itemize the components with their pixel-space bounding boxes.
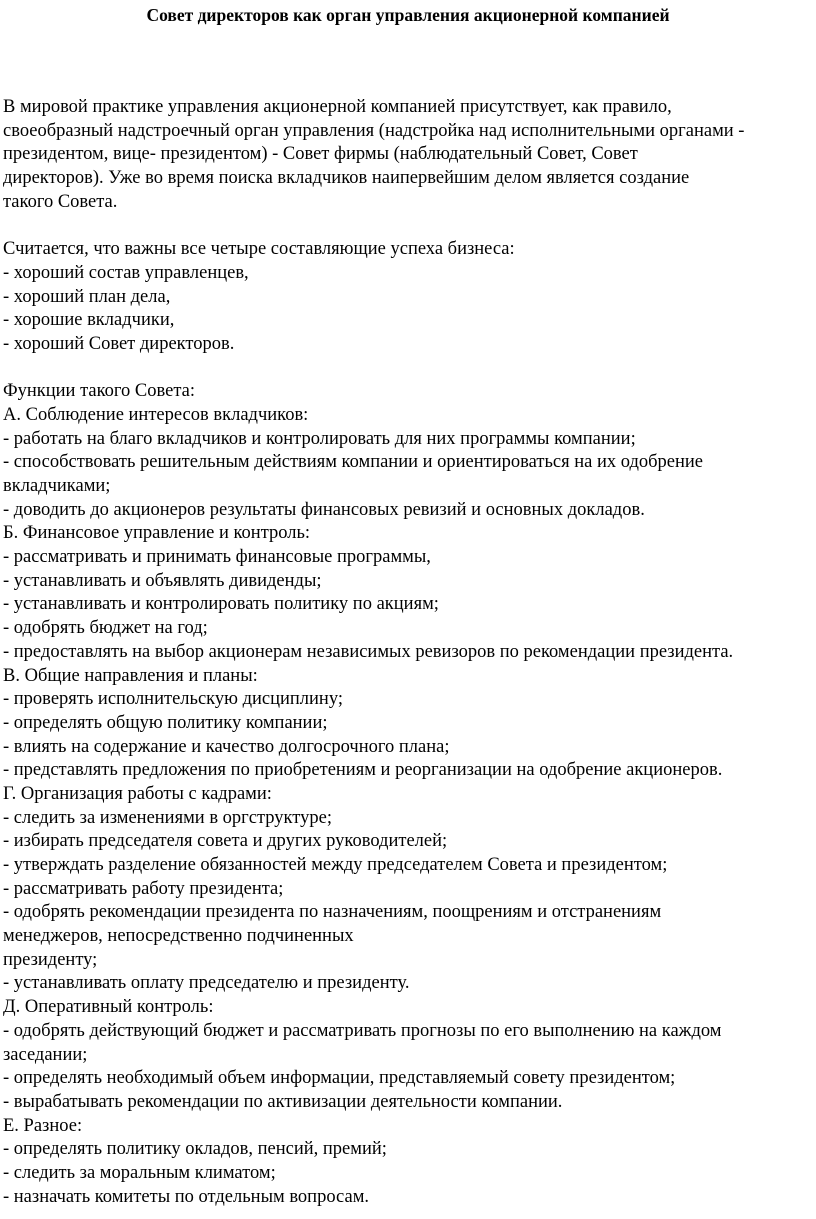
list-item: - рассматривать работу президента; <box>3 878 284 899</box>
paragraph-line: В мировой практике управления акционерной компанией присутствует, как правило, <box>3 97 672 117</box>
list-item: - одобрять бюджет на год; <box>3 618 208 639</box>
list-item: заседании; <box>3 1044 88 1065</box>
section-a <box>3 404 813 522</box>
list-item: - доводить до акционеров результаты финансовых ревизий и основных докладов. <box>3 499 645 520</box>
document-body <box>3 96 813 1209</box>
list-item: - утверждать разделение обязанностей между председателем Совета и президентом; <box>3 855 668 875</box>
list-item: - вырабатывать рекомендации по активизации деятельности компании. <box>3 1091 563 1112</box>
spacer <box>3 214 813 238</box>
document-title: Совет директоров как орган управления акционерной компанией <box>146 5 670 25</box>
list-item: - хороший состав управленцев, <box>3 262 249 283</box>
list-item: - устанавливать и контролировать политику по акциям; <box>3 594 439 615</box>
section-heading: В. Общие направления и планы: <box>3 665 258 686</box>
list-item: - способствовать решительным действиям компании и ориентироваться на их одобрение <box>3 452 704 473</box>
section-heading: Е. Разное: <box>3 1115 83 1136</box>
list-item: - следить за изменениями в оргструктуре; <box>3 807 332 828</box>
list-item: - предоставлять на выбор акционерам независимых ревизоров по рекомендации президента. <box>3 641 734 662</box>
success-factors <box>3 238 813 356</box>
list-item: менеджеров, непосредственно подчиненных <box>3 926 354 947</box>
section-heading: Б. Финансовое управление и контроль: <box>3 523 311 544</box>
intro-paragraph <box>3 96 813 214</box>
list-item: - одобрять действующий бюджет и рассматривать прогнозы по его выполнению на каждом <box>3 1020 722 1041</box>
list-item: - хорошие вкладчики, <box>3 310 175 331</box>
list-item: - устанавливать оплату председателю и президенту. <box>3 973 410 994</box>
list-item: - рассматривать и принимать финансовые программы, <box>3 547 431 568</box>
functions-intro: Функции такого Совета: <box>3 381 195 402</box>
section-g <box>3 783 813 996</box>
list-item: - работать на благо вкладчиков и контролировать для них программы компании; <box>3 428 636 449</box>
list-item: - избирать председателя совета и других руководителей; <box>3 831 448 852</box>
section-b <box>3 522 813 664</box>
board-functions <box>3 380 813 1209</box>
list-item: - следить за моральным климатом; <box>3 1162 276 1183</box>
list-item: - одобрять рекомендации президента по назначениям, поощрениям и отстранениям <box>3 902 662 923</box>
section-heading: Д. Оперативный контроль: <box>3 997 214 1018</box>
list-item: - проверять исполнительскую дисциплину; <box>3 689 343 710</box>
list-item: - определять общую политику компании; <box>3 712 328 733</box>
section-d <box>3 996 813 1114</box>
section-e <box>3 1115 813 1210</box>
paragraph-line: такого Совета. <box>3 191 118 212</box>
section-heading: Г. Организация работы с кадрами: <box>3 783 272 804</box>
list-item: - представлять предложения по приобретениям и реорганизации на одобрение акционеров. <box>3 760 723 781</box>
paragraph-line: своеобразный надстроечный орган управления (надстройка над исполнительными органами - <box>3 120 745 141</box>
list-item: - назначать комитеты по отдельным вопросам. <box>3 1186 370 1207</box>
list-item: - устанавливать и объявлять дивиденды; <box>3 570 322 591</box>
list-item: - хороший Совет директоров. <box>3 333 235 354</box>
success-intro: Считается, что важны все четыре составляющие успеха бизнеса: <box>3 239 515 260</box>
paragraph-line: президентом, вице- президентом) - Совет фирмы (наблюдательный Совет, Совет <box>3 144 638 165</box>
paragraph-line: директоров). Уже во время поиска вкладчиков наипервейшим делом является создание <box>3 168 690 189</box>
list-item: - определять необходимый объем информации, представляемый совету президентом; <box>3 1068 676 1089</box>
list-item: вкладчиками; <box>3 476 111 496</box>
section-v <box>3 665 813 783</box>
list-item: - определять политику окладов, пенсий, премий; <box>3 1139 387 1160</box>
list-item: - влиять на содержание и качество долгосрочного плана; <box>3 736 450 757</box>
spacer <box>3 357 813 381</box>
list-item: президенту; <box>3 949 98 970</box>
section-heading: А. Соблюдение интересов вкладчиков: <box>3 404 309 425</box>
list-item: - хороший план дела, <box>3 286 171 307</box>
